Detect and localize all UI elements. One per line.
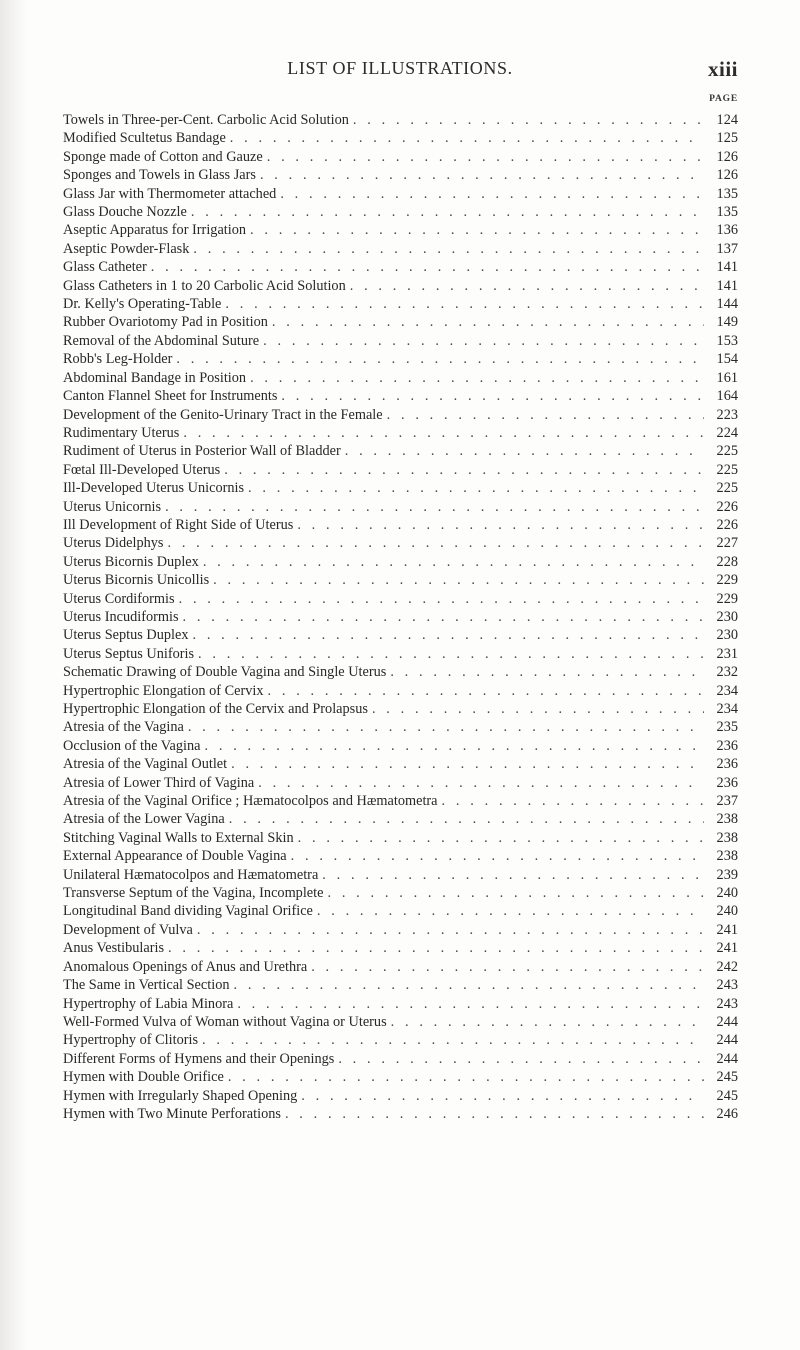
list-item xyxy=(63,277,738,295)
entry-page-number: 224 xyxy=(716,424,738,441)
dot-leader xyxy=(338,1050,704,1068)
entry-title: Longitudinal Band dividing Vaginal Orifice xyxy=(63,903,313,920)
entry-page-number: 232 xyxy=(716,664,738,681)
entry-title: Glass Catheters in 1 to 20 Carbolic Acid Solution xyxy=(63,277,346,294)
entry-title: Glass Douche Nozzle xyxy=(63,204,187,221)
dot-leader xyxy=(198,645,704,663)
dot-leader xyxy=(229,810,704,828)
list-item xyxy=(63,829,738,847)
entry-page-number: 125 xyxy=(716,130,738,147)
entry-title: Canton Flannel Sheet for Instruments xyxy=(63,388,278,405)
entry-page-number: 238 xyxy=(716,811,738,828)
entry-page-number: 144 xyxy=(716,296,738,313)
entry-title: Fœtal Ill-Developed Uterus xyxy=(63,461,221,478)
entry-page-number: 243 xyxy=(716,977,738,994)
entry-title: Towels in Three-per-Cent. Carbolic Acid Solution xyxy=(63,112,349,128)
list-item xyxy=(63,866,738,884)
entry-title: Hypertrophic Elongation of Cervix xyxy=(63,682,264,699)
list-item xyxy=(63,571,738,589)
dot-leader xyxy=(327,884,704,902)
list-item xyxy=(63,442,738,460)
entry-page-number: 223 xyxy=(716,406,738,423)
dot-leader xyxy=(322,866,704,884)
dot-leader xyxy=(301,1087,704,1105)
entry-title: The Same in Vertical Section xyxy=(63,977,230,994)
list-item xyxy=(63,958,738,976)
dot-leader xyxy=(225,295,704,313)
list-item xyxy=(63,1087,738,1105)
list-item xyxy=(63,479,738,497)
dot-leader xyxy=(179,590,704,608)
dot-leader xyxy=(228,1068,704,1086)
list-item xyxy=(63,718,738,736)
entry-title: Well-Formed Vulva of Woman without Vagina or Uterus xyxy=(63,1013,387,1030)
dot-leader xyxy=(203,553,704,571)
entry-page-number: 230 xyxy=(716,608,738,625)
entry-page-number: 230 xyxy=(716,627,738,644)
list-item xyxy=(63,626,738,644)
entry-page-number: 240 xyxy=(716,885,738,902)
entry-title: Uterus Septus Uniforis xyxy=(63,645,195,662)
entry-page-number: 235 xyxy=(716,719,738,736)
dot-leader xyxy=(234,976,705,994)
entry-title: Unilateral Hæmatocolpos and Hæmatometra xyxy=(63,866,319,883)
entry-title: Hymen with Double Orifice xyxy=(63,1069,224,1086)
list-item xyxy=(63,111,738,129)
dot-leader xyxy=(197,921,704,939)
entry-title: Glass Jar with Thermometer attached xyxy=(63,185,277,202)
list-item xyxy=(63,1105,738,1123)
entry-title: Stitching Vaginal Walls to External Skin xyxy=(63,829,294,846)
dot-leader xyxy=(151,258,704,276)
entry-title: Robb's Leg-Holder xyxy=(63,351,173,368)
entry-title: Uterus Septus Duplex xyxy=(63,627,189,644)
dot-leader xyxy=(213,571,704,589)
entry-page-number: 231 xyxy=(716,645,738,662)
entry-page-number: 149 xyxy=(716,314,738,331)
entry-page-number: 135 xyxy=(716,185,738,202)
header-page-number: xiii xyxy=(707,57,738,81)
dot-leader xyxy=(250,221,704,239)
entry-title: Sponge made of Cotton and Gauze xyxy=(63,148,263,165)
entry-title: Modified Scultetus Bandage xyxy=(63,130,226,147)
entry-page-number: 226 xyxy=(716,498,738,515)
list-item xyxy=(63,976,738,994)
list-item xyxy=(63,313,738,331)
entry-page-number: 244 xyxy=(716,1032,738,1049)
dot-leader xyxy=(260,166,704,184)
entry-page-number: 246 xyxy=(716,1105,738,1122)
entry-title: Hymen with Two Minute Perforations xyxy=(63,1105,281,1122)
dot-leader xyxy=(258,774,704,792)
list-item xyxy=(63,792,738,810)
list-item xyxy=(63,553,738,571)
list-item xyxy=(63,590,738,608)
list-item xyxy=(63,645,738,663)
entry-title: Different Forms of Hymens and their Openings xyxy=(63,1050,335,1067)
illustrations-list xyxy=(63,111,738,1123)
dot-leader xyxy=(291,847,704,865)
entry-title: Hypertrophy of Labia Minora xyxy=(63,995,234,1012)
list-item xyxy=(63,847,738,865)
entry-title: Hypertrophic Elongation of the Cervix and Prolapsus xyxy=(63,701,368,717)
entry-title: Uterus Bicornis Duplex xyxy=(63,553,199,570)
list-item xyxy=(63,516,738,534)
entry-page-number: 135 xyxy=(716,204,738,221)
dot-leader xyxy=(230,129,704,147)
list-item xyxy=(63,939,738,957)
entry-title: Uterus Incudiformis xyxy=(63,608,179,625)
list-item xyxy=(63,1050,738,1068)
entry-title: Rudiment of Uterus in Posterior Wall of Bladder xyxy=(63,443,341,460)
dot-leader xyxy=(188,718,704,736)
dot-leader xyxy=(390,663,704,681)
entry-title: Ill-Developed Uterus Unicornis xyxy=(63,480,245,497)
list-item xyxy=(63,350,738,368)
entry-page-number: 164 xyxy=(716,388,738,405)
entry-title: Rubber Ovariotomy Pad in Position xyxy=(63,314,268,331)
entry-page-number: 136 xyxy=(716,222,738,239)
list-item xyxy=(63,534,738,552)
dot-leader xyxy=(224,461,704,479)
entry-page-number: 141 xyxy=(716,259,738,276)
list-item xyxy=(63,1013,738,1031)
entry-title: Occlusion of the Vagina xyxy=(63,737,201,754)
list-item xyxy=(63,810,738,828)
page-edge-shadow xyxy=(0,0,28,1350)
entry-page-number: 225 xyxy=(716,480,738,497)
entry-title: Development of the Genito-Urinary Tract in the Female xyxy=(63,406,383,423)
dot-leader xyxy=(281,387,704,405)
list-item xyxy=(63,148,738,166)
entry-page-number: 243 xyxy=(716,995,738,1012)
dot-leader xyxy=(372,700,704,718)
list-item xyxy=(63,203,738,221)
entry-page-number: 241 xyxy=(716,940,738,957)
entry-title: Uterus Bicornis Unicollis xyxy=(63,572,210,589)
list-item xyxy=(63,295,738,313)
page-column-label: PAGE xyxy=(709,94,738,104)
dot-leader xyxy=(442,792,704,810)
entry-title: Hymen with Irregularly Shaped Opening xyxy=(63,1087,298,1104)
dot-leader xyxy=(268,682,704,700)
list-item xyxy=(63,387,738,405)
list-item xyxy=(63,406,738,424)
list-item xyxy=(63,332,738,350)
list-item xyxy=(63,995,738,1013)
list-item xyxy=(63,424,738,442)
entry-title: Atresia of the Vagina xyxy=(63,719,184,736)
dot-leader xyxy=(248,479,704,497)
dot-leader xyxy=(191,203,704,221)
entry-title: Anomalous Openings of Anus and Urethra xyxy=(63,958,308,975)
dot-leader xyxy=(168,939,704,957)
dot-leader xyxy=(285,1105,704,1123)
dot-leader xyxy=(272,313,704,331)
dot-leader xyxy=(350,277,704,295)
entry-page-number: 126 xyxy=(716,167,738,184)
dot-leader xyxy=(165,498,704,516)
entry-title: Transverse Septum of the Vagina, Incomplete xyxy=(63,885,324,902)
dot-leader xyxy=(297,516,704,534)
entry-title: Anus Vestibularis xyxy=(63,940,165,957)
list-item xyxy=(63,774,738,792)
dot-leader xyxy=(202,1031,704,1049)
entry-page-number: 161 xyxy=(716,369,738,386)
list-item xyxy=(63,1031,738,1049)
list-item xyxy=(63,166,738,184)
dot-leader xyxy=(250,369,704,387)
entry-page-number: 126 xyxy=(716,148,738,165)
dot-leader xyxy=(183,424,704,442)
list-item xyxy=(63,258,738,276)
list-item xyxy=(63,369,738,387)
dot-leader xyxy=(231,755,704,773)
entry-title: Ill Development of Right Side of Uterus xyxy=(63,516,294,533)
entry-page-number: 227 xyxy=(716,535,738,552)
dot-leader xyxy=(205,737,704,755)
dot-leader xyxy=(237,995,704,1013)
entry-page-number: 124 xyxy=(716,112,738,128)
dot-leader xyxy=(193,240,704,258)
entry-title: Dr. Kelly's Operating-Table xyxy=(63,296,222,313)
list-item xyxy=(63,682,738,700)
entry-page-number: 236 xyxy=(716,737,738,754)
list-item xyxy=(63,221,738,239)
dot-leader xyxy=(387,406,704,424)
list-item xyxy=(63,700,738,718)
entry-page-number: 238 xyxy=(716,848,738,865)
list-item xyxy=(63,461,738,479)
dot-leader xyxy=(298,829,704,847)
entry-page-number: 225 xyxy=(716,461,738,478)
dot-leader xyxy=(391,1013,704,1031)
entry-title: Glass Catheter xyxy=(63,259,147,276)
entry-page-number: 242 xyxy=(716,958,738,975)
entry-page-number: 239 xyxy=(716,866,738,883)
entry-page-number: 236 xyxy=(716,774,738,791)
entry-title: Sponges and Towels in Glass Jars xyxy=(63,167,256,184)
entry-title: Atresia of Lower Third of Vagina xyxy=(63,774,255,791)
list-item xyxy=(63,240,738,258)
entry-page-number: 245 xyxy=(716,1087,738,1104)
dot-leader xyxy=(176,350,704,368)
entry-title: Aseptic Powder-Flask xyxy=(63,240,190,257)
entry-title: Uterus Didelphys xyxy=(63,535,164,552)
entry-page-number: 244 xyxy=(716,1013,738,1030)
entry-page-number: 237 xyxy=(716,793,738,810)
header-title: LIST OF ILLUSTRATIONS. xyxy=(287,58,513,78)
list-item xyxy=(63,185,738,203)
entry-title: Rudimentary Uterus xyxy=(63,424,180,441)
entry-page-number: 234 xyxy=(716,682,738,699)
entry-page-number: 244 xyxy=(716,1050,738,1067)
dot-leader xyxy=(192,626,704,644)
dot-leader xyxy=(353,111,704,129)
dot-leader xyxy=(183,608,704,626)
entry-title: Uterus Cordiformis xyxy=(63,590,175,607)
dot-leader xyxy=(345,442,704,460)
entry-page-number: 154 xyxy=(716,351,738,368)
list-item xyxy=(63,129,738,147)
entry-title: External Appearance of Double Vagina xyxy=(63,848,287,865)
entry-title: Atresia of the Vaginal Outlet xyxy=(63,756,228,773)
entry-page-number: 137 xyxy=(716,240,738,257)
entry-page-number: 236 xyxy=(716,756,738,773)
list-item xyxy=(63,755,738,773)
entry-page-number: 226 xyxy=(716,516,738,533)
entry-page-number: 229 xyxy=(716,572,738,589)
entry-page-number: 225 xyxy=(716,443,738,460)
entry-title: Removal of the Abdominal Suture xyxy=(63,332,260,349)
list-item xyxy=(63,663,738,681)
dot-leader xyxy=(317,902,704,920)
entry-title: Hypertrophy of Clitoris xyxy=(63,1032,199,1049)
entry-page-number: 141 xyxy=(716,277,738,294)
entry-page-number: 245 xyxy=(716,1069,738,1086)
dot-leader xyxy=(280,185,704,203)
entry-page-number: 241 xyxy=(716,921,738,938)
entry-title: Uterus Unicornis xyxy=(63,498,162,515)
entry-page-number: 153 xyxy=(716,332,738,349)
list-item xyxy=(63,884,738,902)
entry-title: Atresia of the Vaginal Orifice ; Hæmatocolpos and Hæmatometra xyxy=(63,793,438,810)
list-item xyxy=(63,921,738,939)
running-header xyxy=(62,58,738,82)
list-item xyxy=(63,902,738,920)
list-item xyxy=(63,608,738,626)
entry-title: Abdominal Bandage in Position xyxy=(63,369,247,386)
list-item xyxy=(63,737,738,755)
entry-title: Development of Vulva xyxy=(63,921,193,938)
entry-page-number: 228 xyxy=(716,553,738,570)
entry-page-number: 234 xyxy=(716,701,738,717)
entry-title: Aseptic Apparatus for Irrigation xyxy=(63,222,247,239)
entry-page-number: 229 xyxy=(716,590,738,607)
list-item xyxy=(63,1068,738,1086)
entry-title: Atresia of the Lower Vagina xyxy=(63,811,225,828)
dot-leader xyxy=(267,148,704,166)
dot-leader xyxy=(167,534,704,552)
entry-title: Schematic Drawing of Double Vagina and Single Uterus xyxy=(63,664,387,681)
dot-leader xyxy=(311,958,704,976)
dot-leader xyxy=(263,332,704,350)
list-item xyxy=(63,498,738,516)
entry-page-number: 240 xyxy=(716,903,738,920)
entry-page-number: 238 xyxy=(716,829,738,846)
